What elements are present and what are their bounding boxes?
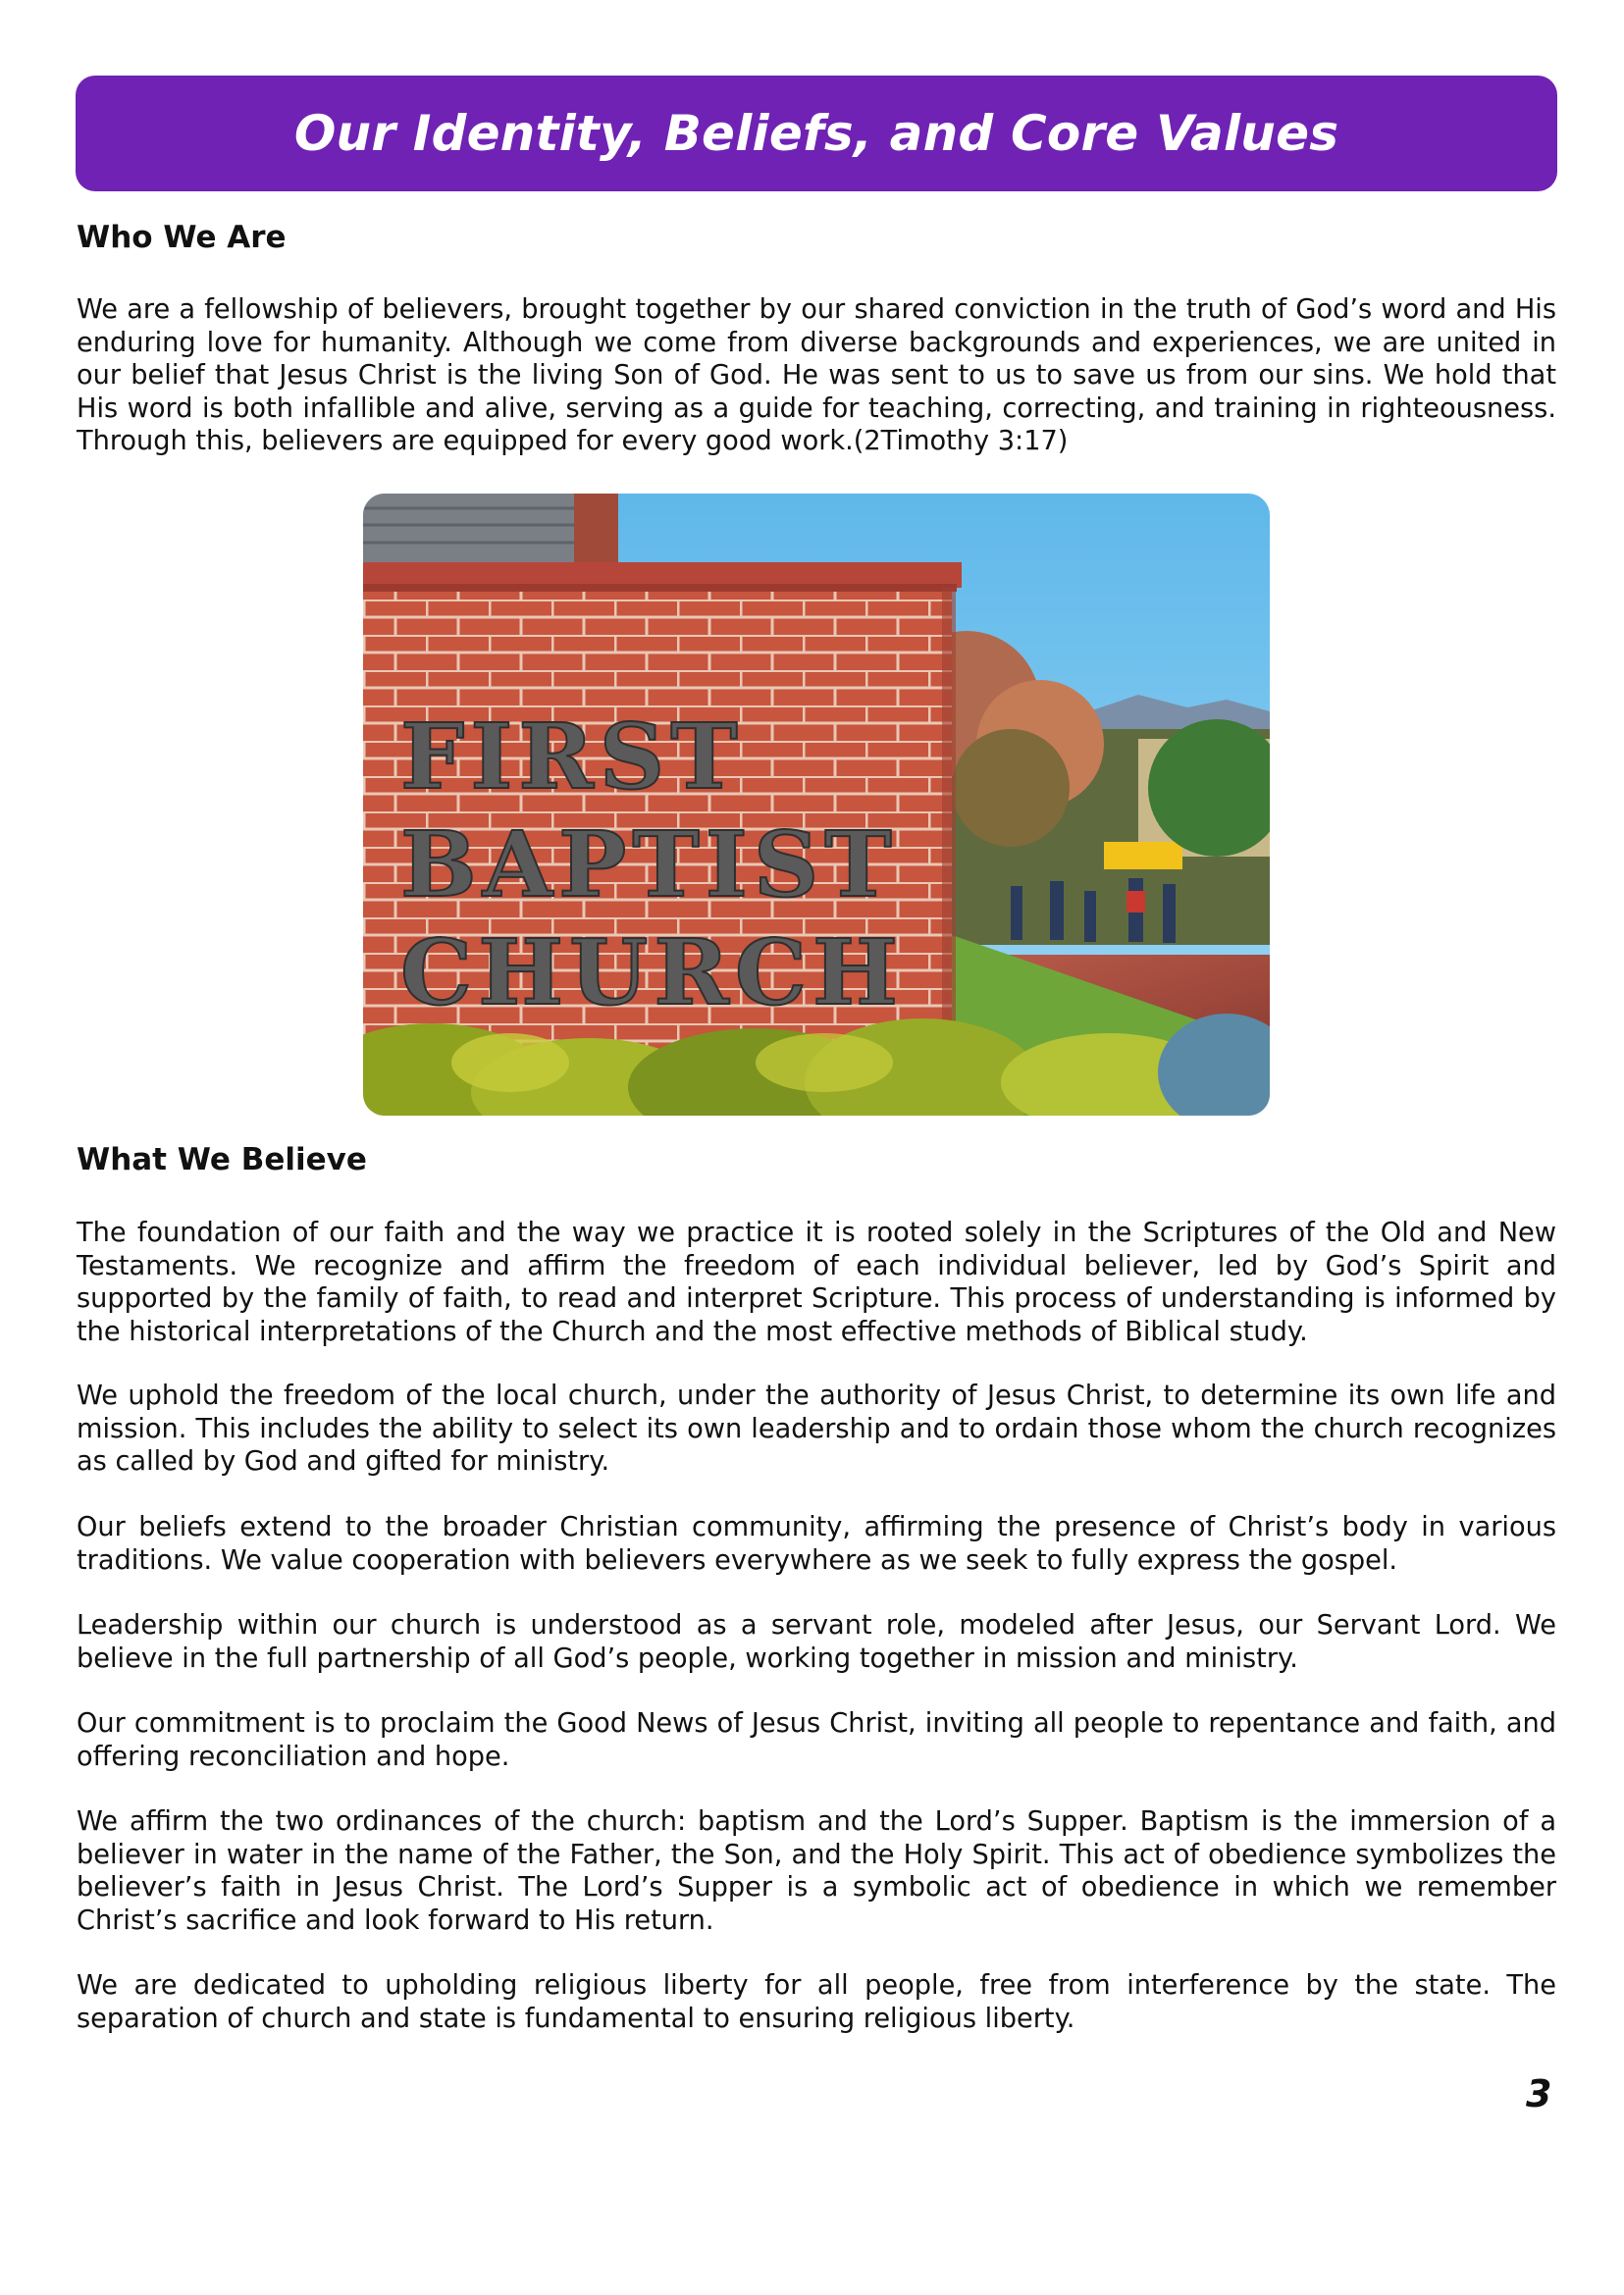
title-banner [76, 76, 1557, 191]
yellow-banner [1104, 842, 1182, 869]
belief-paragraph-5: Our commitment is to proclaim the Good News of Jesus Christ, inviting all people to repentance and faith, and offering reconciliation and hope. [77, 1708, 1556, 1772]
page-number: 3 [1526, 2072, 1552, 2115]
roof [363, 494, 584, 562]
belief-paragraph-1: The foundation of our faith and the way we practice it is rooted solely in the Scriptures of the Old and New Testaments. We recognize and affirm the freedom of each individual believer, led by God’s Spirit and supported by the family of faith, to read and interpret Scripture. This process of understanding is informed by the historical interpretations of the Church and the most effective methods of Biblical study. [77, 1218, 1556, 1347]
who-we-are-heading: Who We Are [77, 220, 287, 255]
sign-line-church: CHURCH [400, 919, 904, 1025]
what-we-believe-heading: What We Believe [77, 1142, 367, 1177]
sign-line-first: FIRST [400, 704, 744, 809]
church-sign-photo [363, 494, 1270, 1116]
page-title: Our Identity, Beliefs, and Core Values [293, 105, 1339, 162]
sign-line-baptist: BAPTIST [400, 811, 898, 917]
belief-paragraph-3: Our beliefs extend to the broader Christian community, affirming the presence of Christ’s body in various traditions. We value cooperation with believers everywhere as we seek to fully express the gospel. [77, 1512, 1556, 1576]
who-we-are-paragraph: We are a fellowship of believers, brought together by our shared conviction in the truth of God’s word and His enduring love for humanity. Although we come from diverse backgrounds and experiences, we are united in our belief that Jesus Christ is the living Son of God. He was sent to us to save us from our sins. We hold that His word is both infallible and alive, serving as a guide for teaching, correcting, and training in righteousness. Through this, believers are equipped for every good work.(2Timothy 3:17) [77, 294, 1556, 457]
belief-paragraph-6: We affirm the two ordinances of the church: baptism and the Lord’s Supper. Baptism is the immersion of a believer in water in the name of the Father, the Son, and the Holy Spirit. This act of obedience symbolizes the believer’s faith in Jesus Christ. The Lord’s Supper is a symbolic act of obedience in which we remember Christ’s sacrifice and look forward to His return. [77, 1806, 1556, 1936]
belief-paragraph-4: Leadership within our church is understood as a servant role, modeled after Jesus, our Servant Lord. We believe in the full partnership of all God’s people, working together in mission and ministry. [77, 1610, 1556, 1674]
belief-paragraph-2: We uphold the freedom of the local church, under the authority of Jesus Christ, to determine its own life and mission. This includes the ability to select its own leadership and to ordain those whom the church recognizes as called by God and gifted for ministry. [77, 1381, 1556, 1478]
belief-paragraph-7: We are dedicated to upholding religious liberty for all people, free from interference by the state. The separation of church and state is fundamental to ensuring religious liberty. [77, 1970, 1556, 2034]
